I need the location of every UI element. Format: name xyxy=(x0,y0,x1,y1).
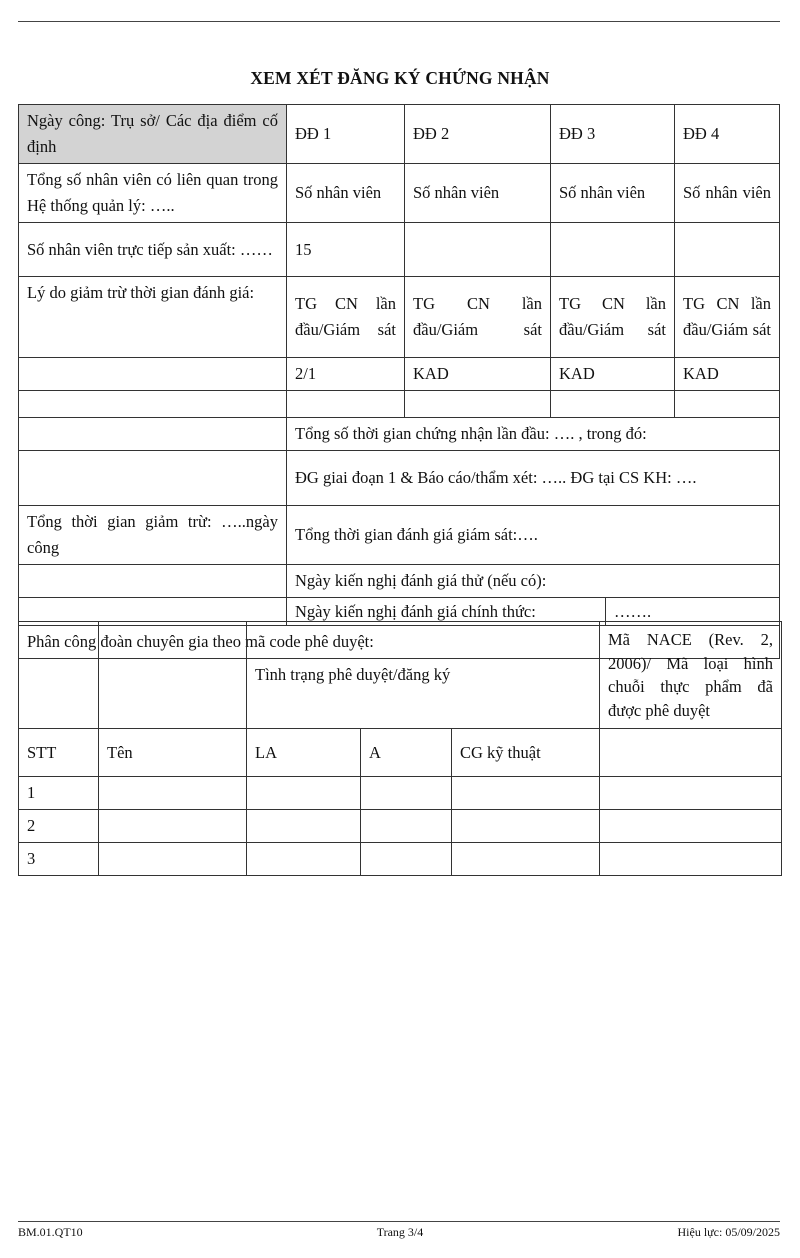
cell-empty xyxy=(361,810,452,843)
cell-site-1: ĐĐ 1 xyxy=(287,105,405,164)
row-number: 2 xyxy=(19,810,99,843)
table-row xyxy=(19,358,780,391)
cell-site-3: ĐĐ 3 xyxy=(551,105,675,164)
cell-code-2: KAD xyxy=(405,358,551,391)
cell-empty xyxy=(600,729,782,777)
table-row xyxy=(19,451,780,506)
cell-surveillance-total: Tổng thời gian đánh giá giám sát:…. xyxy=(287,506,780,565)
cell-empty xyxy=(452,810,600,843)
table-row xyxy=(19,105,780,164)
cell-staff-3: Số nhân viên xyxy=(551,164,675,223)
cell-production-staff-label: Số nhân viên trực tiếp sản xuất: …… xyxy=(19,223,287,277)
cell-expert-assignment: Phân công đoàn chuyên gia theo mã code phê duyệt: xyxy=(19,626,780,659)
row-number: 3 xyxy=(19,843,99,876)
expert-assignment-table xyxy=(18,621,782,876)
cell-empty xyxy=(600,777,782,810)
cell-staff-1: Số nhân viên xyxy=(287,164,405,223)
table-row xyxy=(19,277,780,358)
cell-empty xyxy=(675,223,780,277)
official-audit-label: Ngày kiến nghị đánh giá chính thức: xyxy=(287,598,606,625)
table-row xyxy=(19,565,780,598)
cell-trial-audit-date: Ngày kiến nghị đánh giá thử (nếu có): xyxy=(287,565,780,598)
table-row xyxy=(19,418,780,451)
cell-empty xyxy=(19,622,99,729)
cell-nace-header: Mã NACE (Rev. 2, 2006)/ Mã loại hình chuỗi thực phẩm đã được phê duyệt xyxy=(600,622,782,729)
col-header-technical-expert: CG kỹ thuật xyxy=(452,729,600,777)
cell-empty xyxy=(287,391,405,418)
cell-empty xyxy=(99,843,247,876)
col-header-name: Tên xyxy=(99,729,247,777)
cell-empty xyxy=(19,451,287,506)
cell-reason-4: TG CN lần đầu/Giám sát xyxy=(675,277,780,358)
table-row xyxy=(19,391,780,418)
cell-empty xyxy=(361,777,452,810)
cell-reduction-reason-label: Lý do giảm trừ thời gian đánh giá: xyxy=(19,277,287,358)
table-row xyxy=(19,810,782,843)
cell-stage1-breakdown: ĐG giai đoạn 1 & Báo cáo/thẩm xét: ….. ĐG tại CS KH: …. xyxy=(287,451,780,506)
cell-empty xyxy=(99,777,247,810)
cell-empty xyxy=(405,391,551,418)
footer-rule xyxy=(18,1221,780,1222)
cell-code-1: 2/1 xyxy=(287,358,405,391)
cell-approval-status-header: Tình trạng phê duyệt/đăng ký xyxy=(247,622,600,729)
cell-empty xyxy=(405,223,551,277)
cell-empty xyxy=(247,843,361,876)
footer-page-number: Trang 3/4 xyxy=(376,1225,424,1239)
header-rule xyxy=(18,21,780,22)
cell-site-4: ĐĐ 4 xyxy=(675,105,780,164)
table-row xyxy=(19,843,782,876)
cell-empty xyxy=(99,810,247,843)
cell-empty xyxy=(452,777,600,810)
cell-empty xyxy=(247,810,361,843)
col-header-la: LA xyxy=(247,729,361,777)
official-audit-value: ……. xyxy=(614,602,652,621)
cell-staff-4: Số nhân viên xyxy=(675,164,780,223)
cell-empty xyxy=(19,565,287,598)
cell-empty xyxy=(675,391,780,418)
cell-empty xyxy=(19,358,287,391)
cell-site-2: ĐĐ 2 xyxy=(405,105,551,164)
cell-empty xyxy=(551,223,675,277)
cell-reason-2: TG CN lần đầu/Giám sát xyxy=(405,277,551,358)
table-row xyxy=(19,506,780,565)
table-row xyxy=(19,622,782,729)
cell-staff-2: Số nhân viên xyxy=(405,164,551,223)
cell-reason-3: TG CN lần đầu/Giám sát xyxy=(551,277,675,358)
footer-form-code: BM.01.QT10 xyxy=(18,1225,83,1239)
row-number: 1 xyxy=(19,777,99,810)
cell-empty xyxy=(551,391,675,418)
col-header-stt: STT xyxy=(19,729,99,777)
cell-workday-label: Ngày công: Trụ sở/ Các địa điểm cố định xyxy=(19,105,287,164)
footer-effective-date: Hiệu lực: 05/09/2025 xyxy=(677,1225,780,1239)
col-header-a: A xyxy=(361,729,452,777)
cell-production-staff-value: 15 xyxy=(287,223,405,277)
cell-empty xyxy=(99,622,247,729)
table-row xyxy=(19,223,780,277)
cell-empty xyxy=(19,418,287,451)
table-row xyxy=(19,729,782,777)
cell-empty xyxy=(19,391,287,418)
cell-empty xyxy=(452,843,600,876)
cell-total-reduction-label: Tổng thời gian giảm trừ: …..ngày công xyxy=(19,506,287,565)
cell-reason-1: TG CN lần đầu/Giám sát xyxy=(287,277,405,358)
cell-total-staff-label: Tổng số nhân viên có liên quan trong Hệ thống quản lý: ….. xyxy=(19,164,287,223)
cell-empty xyxy=(361,843,452,876)
cell-code-4: KAD xyxy=(675,358,780,391)
cell-code-3: KAD xyxy=(551,358,675,391)
table-row xyxy=(19,164,780,223)
cell-initial-cert-total: Tổng số thời gian chứng nhận lần đầu: …. , trong đó: xyxy=(287,418,780,451)
page-title: XEM XÉT ĐĂNG KÝ CHỨNG NHẬN xyxy=(250,68,550,88)
table-row xyxy=(19,777,782,810)
cell-empty xyxy=(600,843,782,876)
registration-review-table xyxy=(18,104,780,659)
cell-empty xyxy=(600,810,782,843)
cell-empty xyxy=(247,777,361,810)
